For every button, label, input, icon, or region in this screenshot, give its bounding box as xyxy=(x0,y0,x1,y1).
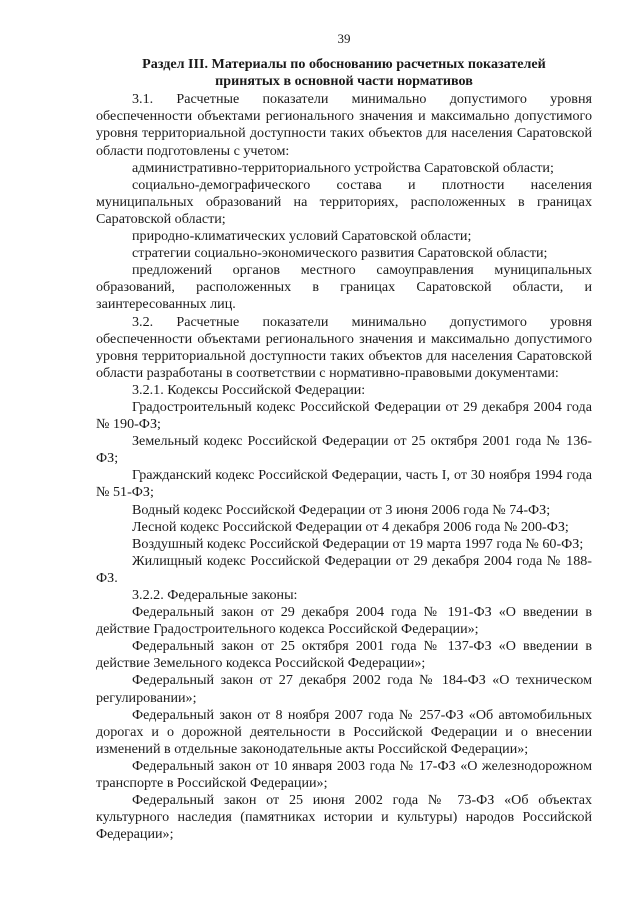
list-item: природно-климатических условий Саратовской области; xyxy=(132,228,472,245)
list-item: Федеральный закон от 8 ноября 2007 года № 257-ФЗ «Об автомобильных дорогах и о дорожной деятельности в Российской Федерации и о внесении изменений в отдельные законодательные акты Российской Федерации»; xyxy=(96,706,592,757)
list-item: Федеральный закон от 10 января 2003 года № 17-ФЗ «О железнодорожном транспорте в Российской Федерации»; xyxy=(96,757,592,792)
section-heading xyxy=(96,56,592,90)
list-item: Водный кодекс Российской Федерации от 3 июня 2006 года № 74-ФЗ; xyxy=(132,501,551,518)
section-heading-line-2: принятых в основной части нормативов xyxy=(215,73,473,90)
list-item: стратегии социально-экономического развития Саратовской области; xyxy=(132,245,548,262)
paragraph-3-1: 3.1. Расчетные показатели минимально допустимого уровня обеспеченности объектами регионального значения и максимально допустимого уровня территориальной доступности таких объектов для населения Саратовской области подготовлены с учетом: xyxy=(96,91,592,159)
list-item: Градостроительный кодекс Российской Федерации от 29 декабря 2004 года № 190-ФЗ; xyxy=(96,398,592,433)
list-item: Федеральный закон от 25 октября 2001 года № 137-ФЗ «О введении в действие Земельного кодекса Российской Федерации»; xyxy=(96,638,592,672)
list-item: Федеральный закон от 29 декабря 2004 года № 191-ФЗ «О введении в действие Градостроительного кодекса Российской Федерации»; xyxy=(96,604,592,638)
list-item: Земельный кодекс Российской Федерации от 25 октября 2001 года № 136-ФЗ; xyxy=(96,433,592,467)
list-item: Жилищный кодекс Российской Федерации от 29 декабря 2004 года № 188-ФЗ. xyxy=(96,552,592,586)
paragraph-3-2: 3.2. Расчетные показатели минимально допустимого уровня обеспеченности объектами регионального значения и максимально допустимого уровня территориальной доступности таких объектов для населения Саратовской области разработаны в соответствии с нормативно-правовыми документами: xyxy=(96,313,592,381)
list-item: Воздушный кодекс Российской Федерации от 19 марта 1997 года № 60-ФЗ; xyxy=(132,535,584,552)
list-item: социально-демографического состава и плотности населения муниципальных образований на территориях, расположенных в границах Саратовской области; xyxy=(96,176,592,227)
list-item: Лесной кодекс Российской Федерации от 4 декабря 2006 года № 200-ФЗ; xyxy=(132,518,569,535)
list-item: Федеральный закон от 25 июня 2002 года № 73-ФЗ «Об объектах культурного наследия (памятниках истории и культуры) народов Российской Федерации»; xyxy=(96,792,592,843)
list-item: Гражданский кодекс Российской Федерации, часть I, от 30 ноября 1994 года № 51-ФЗ; xyxy=(96,467,592,501)
list-item: Федеральный закон от 27 декабря 2002 года № 184-ФЗ «О техническом регулировании»; xyxy=(96,672,592,706)
list-item: предложений органов местного самоуправления муниципальных образований, расположенных в границах Саратовской области, и заинтересованных лиц. xyxy=(96,262,592,313)
section-heading-line-1: Раздел III. Материалы по обоснованию расчетных показателей xyxy=(142,56,546,73)
list-item: административно-территориального устройства Саратовской области; xyxy=(132,159,554,176)
subsection-3-2-1: 3.2.1. Кодексы Российской Федерации: xyxy=(132,381,366,398)
subsection-3-2-2: 3.2.2. Федеральные законы: xyxy=(132,587,298,603)
page-number: 39 xyxy=(337,31,351,46)
